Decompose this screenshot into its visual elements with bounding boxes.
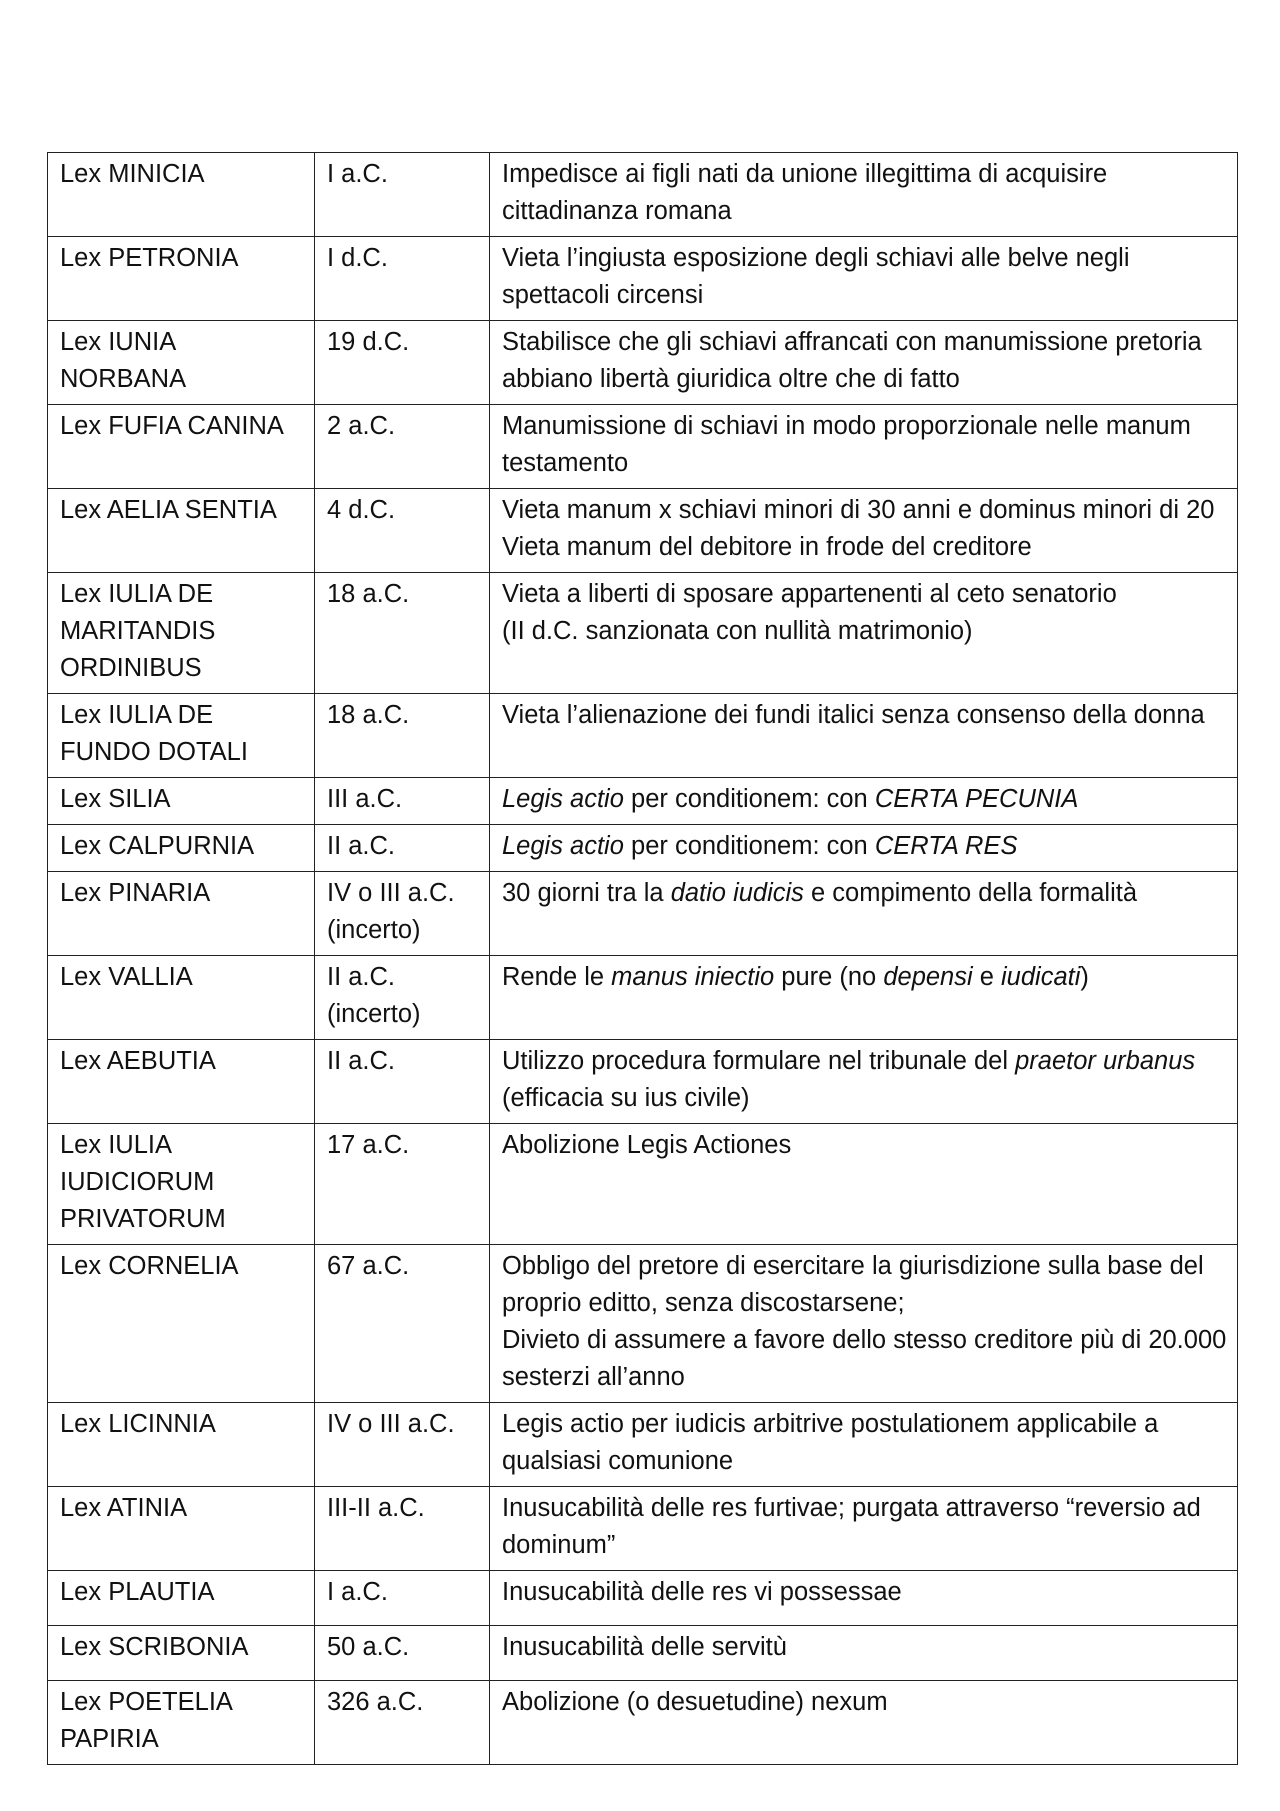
lex-name-cell: Lex IULIA IUDICIORUM PRIVATORUM <box>48 1124 315 1245</box>
description-line: Legis actio per iudicis arbitrive postulationem applicabile a qualsiasi comunione <box>502 1410 1159 1475</box>
description-line: Legis actio per conditionem: con CERTA PECUNIA <box>502 785 1079 813</box>
lex-name-cell: Lex PLAUTIA <box>48 1571 315 1626</box>
lex-name-cell: Lex POETELIA PAPIRIA <box>48 1681 315 1765</box>
lex-description-cell <box>490 1487 1238 1571</box>
lex-description-cell <box>490 489 1238 573</box>
lex-description-cell <box>490 1571 1238 1626</box>
lex-description-cell <box>490 956 1238 1040</box>
table-row <box>48 1487 1238 1571</box>
table-row <box>48 237 1238 321</box>
lex-name-cell: Lex FUFIA CANINA <box>48 405 315 489</box>
description-line: Vieta a liberti di sposare appartenenti al ceto senatorio <box>502 580 1117 608</box>
lex-date-cell: 4 d.C. <box>315 489 490 573</box>
description-line: Inusucabilità delle res furtivae; purgata attraverso “reversio ad dominum” <box>502 1494 1201 1559</box>
lex-name-cell: Lex PINARIA <box>48 872 315 956</box>
description-line: Inusucabilità delle res vi possessae <box>502 1578 902 1606</box>
lex-name-cell: Lex VALLIA <box>48 956 315 1040</box>
lex-description-cell <box>490 694 1238 778</box>
table-row <box>48 1681 1238 1765</box>
lex-name-cell: Lex SCRIBONIA <box>48 1626 315 1681</box>
lex-date-cell: 18 a.C. <box>315 573 490 694</box>
lex-name-cell: Lex AELIA SENTIA <box>48 489 315 573</box>
description-line: Rende le manus iniectio pure (no depensi e iudicati) <box>502 963 1089 991</box>
lex-date-cell: 19 d.C. <box>315 321 490 405</box>
table-row <box>48 1040 1238 1124</box>
lex-date-cell: 2 a.C. <box>315 405 490 489</box>
italic-phrase: Legis actio <box>502 785 624 813</box>
table-row <box>48 956 1238 1040</box>
description-line: Divieto di assumere a favore dello stesso creditore più di 20.000 sesterzi all’anno <box>502 1326 1227 1391</box>
lex-description-cell <box>490 573 1238 694</box>
lex-description-cell <box>490 1245 1238 1403</box>
lex-description-cell <box>490 153 1238 237</box>
table-row <box>48 778 1238 825</box>
lex-date-cell: I d.C. <box>315 237 490 321</box>
leges-table <box>47 152 1238 1765</box>
description-line: Vieta manum del debitore in frode del creditore <box>502 533 1032 561</box>
lex-description-cell <box>490 1040 1238 1124</box>
table-row <box>48 405 1238 489</box>
lex-date-cell: 17 a.C. <box>315 1124 490 1245</box>
lex-date-cell: I a.C. <box>315 153 490 237</box>
description-line: Impedisce ai figli nati da unione illegittima di acquisire cittadinanza romana <box>502 160 1108 225</box>
table-row <box>48 489 1238 573</box>
description-line: Vieta l’alienazione dei fundi italici senza consenso della donna <box>502 701 1205 729</box>
lex-name-cell: Lex AEBUTIA <box>48 1040 315 1124</box>
table-row <box>48 825 1238 872</box>
italic-phrase: datio iudicis <box>670 879 804 907</box>
description-line: Manumissione di schiavi in modo proporzionale nelle manum testamento <box>502 412 1191 477</box>
lex-date-cell: III a.C. <box>315 778 490 825</box>
table-row <box>48 1245 1238 1403</box>
lex-name-cell: Lex MINICIA <box>48 153 315 237</box>
lex-description-cell <box>490 405 1238 489</box>
lex-date-cell: IV o III a.C. <box>315 1403 490 1487</box>
lex-description-cell <box>490 1124 1238 1245</box>
table-row <box>48 573 1238 694</box>
description-line: Abolizione (o desuetudine) nexum <box>502 1688 888 1716</box>
lex-date-cell: II a.C. (incerto) <box>315 956 490 1040</box>
lex-date-cell: 326 a.C. <box>315 1681 490 1765</box>
italic-phrase: CERTA RES <box>874 832 1018 860</box>
lex-date-cell: 50 a.C. <box>315 1626 490 1681</box>
description-line: Vieta l’ingiusta esposizione degli schiavi alle belve negli spettacoli circensi <box>502 244 1130 309</box>
description-line: Inusucabilità delle servitù <box>502 1633 787 1661</box>
lex-name-cell: Lex IULIA DE MARITANDIS ORDINIBUS <box>48 573 315 694</box>
lex-description-cell <box>490 825 1238 872</box>
lex-name-cell: Lex PETRONIA <box>48 237 315 321</box>
lex-description-cell <box>490 872 1238 956</box>
table-row <box>48 153 1238 237</box>
description-line: Utilizzo procedura formulare nel tribunale del praetor urbanus <box>502 1047 1196 1075</box>
italic-phrase: Legis actio <box>502 832 624 860</box>
description-line: (II d.C. sanzionata con nullità matrimonio) <box>502 617 973 645</box>
description-line: Abolizione Legis Actiones <box>502 1131 792 1159</box>
lex-description-cell <box>490 1403 1238 1487</box>
italic-phrase: iudicati <box>1001 963 1081 991</box>
lex-name-cell: Lex IULIA DE FUNDO DOTALI <box>48 694 315 778</box>
lex-date-cell: IV o III a.C. (incerto) <box>315 872 490 956</box>
lex-date-cell: II a.C. <box>315 1040 490 1124</box>
description-line: Obbligo del pretore di esercitare la giurisdizione sulla base del proprio editto, senza discostarsene; <box>502 1252 1204 1317</box>
table-row <box>48 694 1238 778</box>
table-row <box>48 1571 1238 1626</box>
lex-name-cell: Lex SILIA <box>48 778 315 825</box>
lex-date-cell: 67 a.C. <box>315 1245 490 1403</box>
table-row <box>48 1626 1238 1681</box>
description-line: Stabilisce che gli schiavi affrancati con manumissione pretoria abbiano libertà giuridica oltre che di fatto <box>502 328 1202 393</box>
description-line: (efficacia su ius civile) <box>502 1084 750 1112</box>
description-line: 30 giorni tra la datio iudicis e compimento della formalità <box>502 879 1138 907</box>
description-line: Vieta manum x schiavi minori di 30 anni e dominus minori di 20 <box>502 496 1215 524</box>
lex-date-cell: III-II a.C. <box>315 1487 490 1571</box>
lex-date-cell: I a.C. <box>315 1571 490 1626</box>
lex-description-cell <box>490 778 1238 825</box>
lex-name-cell: Lex ATINIA <box>48 1487 315 1571</box>
table-row <box>48 1124 1238 1245</box>
table-row <box>48 872 1238 956</box>
lex-name-cell: Lex IUNIA NORBANA <box>48 321 315 405</box>
table-row <box>48 321 1238 405</box>
italic-phrase: depensi <box>883 963 973 991</box>
italic-phrase: praetor urbanus <box>1015 1047 1196 1075</box>
lex-date-cell: II a.C. <box>315 825 490 872</box>
lex-description-cell <box>490 321 1238 405</box>
lex-description-cell <box>490 237 1238 321</box>
lex-name-cell: Lex LICINNIA <box>48 1403 315 1487</box>
italic-phrase: CERTA PECUNIA <box>874 785 1079 813</box>
lex-description-cell <box>490 1681 1238 1765</box>
description-line: Legis actio per conditionem: con CERTA RES <box>502 832 1018 860</box>
lex-name-cell: Lex CORNELIA <box>48 1245 315 1403</box>
lex-name-cell: Lex CALPURNIA <box>48 825 315 872</box>
table-row <box>48 1403 1238 1487</box>
lex-date-cell: 18 a.C. <box>315 694 490 778</box>
leges-table-body <box>48 153 1238 1765</box>
italic-phrase: manus iniectio <box>611 963 775 991</box>
lex-description-cell <box>490 1626 1238 1681</box>
